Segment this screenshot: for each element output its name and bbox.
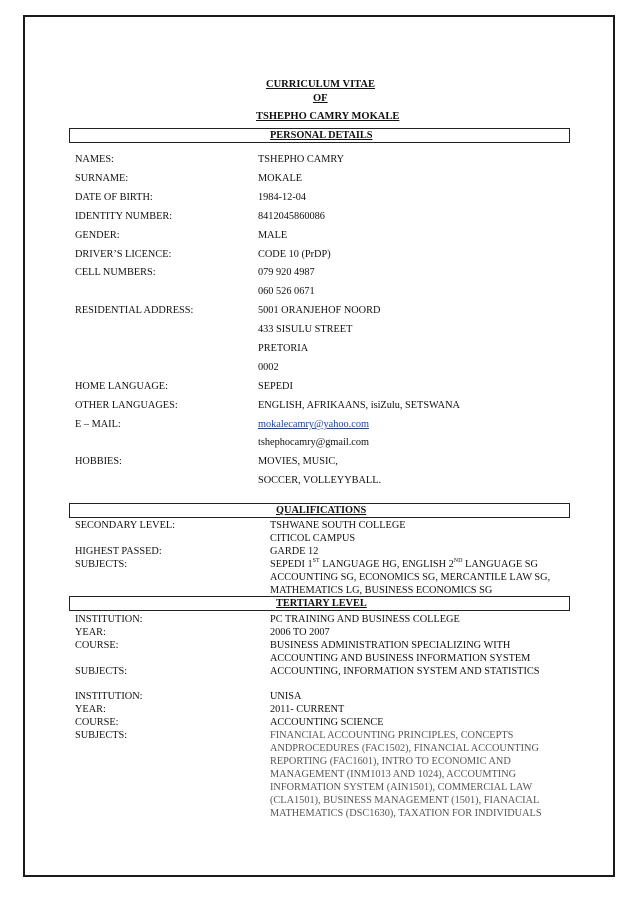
names-value: TSHEPHO CAMRY — [258, 154, 345, 165]
cell-value-1: 079 920 4987 — [258, 267, 315, 278]
institution-label: INSTITUTION: — [75, 691, 143, 702]
cv-name: TSHEPHO CAMRY MOKALE — [256, 111, 400, 122]
hobbies-label: HOBBIES: — [75, 456, 122, 467]
cv-title: CURRICULUM VITAE — [266, 79, 375, 90]
surname-label: SURNAME: — [75, 173, 129, 184]
address-label: RESIDENTIAL ADDRESS: — [75, 305, 194, 316]
secondary-label: SECONDARY LEVEL: — [75, 520, 176, 531]
subjects-2-line: REPORTING (FAC1601), INTRO TO ECONOMIC AND — [270, 756, 511, 767]
hobbies-line-2: SOCCER, VOLLEYYBALL. — [258, 475, 382, 486]
cv-title-of: OF — [313, 93, 328, 104]
qualifications-header — [69, 503, 570, 518]
address-line-4: 0002 — [258, 362, 279, 373]
institution-1: PC TRAINING AND BUSINESS COLLEGE — [270, 614, 460, 625]
secondary-campus: CITICOL CAMPUS — [270, 533, 356, 544]
secondary-school: TSHWANE SOUTH COLLEGE — [270, 520, 406, 531]
subjects-label: SUBJECTS: — [75, 730, 128, 741]
subjects-label: SUBJECTS: — [75, 559, 128, 570]
subjects-2-line: ANDPROCEDURES (FAC1502), FINANCIAL ACCOUNTING — [270, 743, 539, 754]
names-label: NAMES: — [75, 154, 114, 165]
course-label: COURSE: — [75, 717, 119, 728]
personal-details-header — [69, 128, 570, 143]
dob-label: DATE OF BIRTH: — [75, 192, 153, 203]
course-1-line-2: ACCOUNTING AND BUSINESS INFORMATION SYSTEM — [270, 653, 531, 664]
subjects-line-2: ACCOUNTING SG, ECONOMICS SG, MERCANTILE LAW SG, — [270, 572, 551, 583]
gender-value: MALE — [258, 230, 288, 241]
subjects-2-line: INFORMATION SYSTEM (AIN1501), COMMERCIAL LAW — [270, 782, 533, 793]
home-language-value: SEPEDI — [258, 381, 293, 392]
year-2: 2011- CURRENT — [270, 704, 345, 715]
highest-passed-label: HIGHEST PASSED: — [75, 546, 162, 557]
hobbies-line-1: MOVIES, MUSIC, — [258, 456, 338, 467]
subjects-2-line: (CLA1501), BUSINESS MANAGEMENT (1501), FIANACIAL — [270, 795, 540, 806]
address-line-1: 5001 ORANJEHOF NOORD — [258, 305, 381, 316]
tertiary-header — [69, 596, 570, 611]
course-2: ACCOUNTING SCIENCE — [270, 717, 384, 728]
id-value: 8412045860086 — [258, 211, 325, 222]
year-label: YEAR: — [75, 704, 106, 715]
institution-label: INSTITUTION: — [75, 614, 143, 625]
course-label: COURSE: — [75, 640, 119, 651]
address-line-2: 433 SISULU STREET — [258, 324, 353, 335]
subjects-line-1: SEPEDI 1ST LANGUAGE HG, ENGLISH 2ND LANGUAGE SG — [270, 558, 538, 570]
other-languages-label: OTHER LANGUAGES: — [75, 400, 178, 411]
licence-value: CODE 10 (PrDP) — [258, 249, 331, 260]
gender-label: GENDER: — [75, 230, 120, 241]
address-line-3: PRETORIA — [258, 343, 309, 354]
subjects-2-line: MANAGEMENT (INM1013 AND 1024), ACCOUMTING — [270, 769, 517, 780]
course-1-line-1: BUSINESS ADMINISTRATION SPECIALIZING WITH — [270, 640, 511, 651]
subjects-label: SUBJECTS: — [75, 666, 128, 677]
home-language-label: HOME LANGUAGE: — [75, 381, 168, 392]
subjects-line-3: MATHEMATICS LG, BUSINESS ECONOMICS SG — [270, 585, 493, 596]
highest-passed-value: GARDE 12 — [270, 546, 319, 557]
email-link-1[interactable]: mokalecamry@yahoo.com — [258, 419, 369, 430]
licence-label: DRIVER’S LICENCE: — [75, 249, 172, 260]
year-label: YEAR: — [75, 627, 106, 638]
id-label: IDENTITY NUMBER: — [75, 211, 173, 222]
subjects-2-line: FINANCIAL ACCOUNTING PRINCIPLES, CONCEPTS — [270, 730, 514, 741]
email-value-2: tshephocamry@gmail.com — [258, 437, 369, 448]
subjects-1: ACCOUNTING, INFORMATION SYSTEM AND STATISTICS — [270, 666, 540, 677]
dob-value: 1984-12-04 — [258, 192, 307, 203]
year-1: 2006 TO 2007 — [270, 627, 330, 638]
surname-value: MOKALE — [258, 173, 303, 184]
cell-label: CELL NUMBERS: — [75, 267, 156, 278]
other-languages-value: ENGLISH, AFRIKAANS, isiZulu, SETSWANA — [258, 400, 460, 411]
section-title: PERSONAL DETAILS — [270, 130, 373, 141]
institution-2: UNISA — [270, 691, 302, 702]
section-title: QUALIFICATIONS — [276, 505, 367, 516]
section-title: TERTIARY LEVEL — [276, 598, 367, 609]
email-label: E – MAIL: — [75, 419, 121, 430]
subjects-2-line: MATHEMATICS (DSC1630), TAXATION FOR INDIVIDUALS — [270, 808, 542, 819]
cell-value-2: 060 526 0671 — [258, 286, 315, 297]
